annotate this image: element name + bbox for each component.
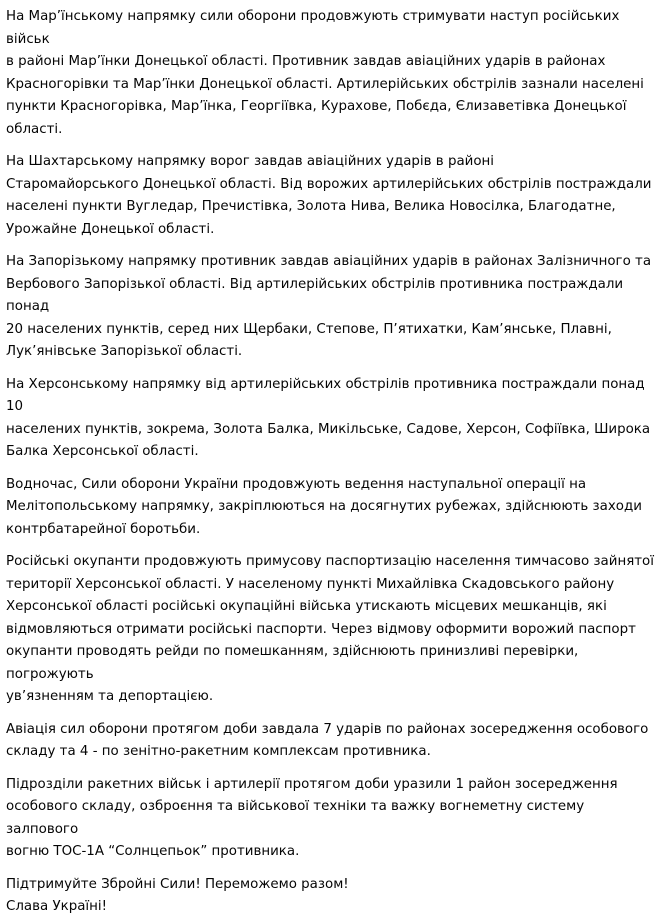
paragraph-melitopol-offensive: Водночас, Сили оборони України продовжують ведення наступальної операції на Мелітопольському напрямку, закріплюються на досягнутих рубежах, здійснюють заходи контрбатарейної боротьби.: [6, 476, 642, 537]
paragraph-artillery-strikes: Підрозділи ракетних військ і артилерії протягом доби уразили 1 район зосередження особового складу, озброєння та військової техніки та важку вогнеметну систему залпового вогню ТОС-1А “Солнцепьок” противника.: [6, 776, 618, 859]
paragraph-kherson-direction: На Херсонському напрямку від артилерійських обстрілів противника постраждали понад 10 населених пунктів, зокрема, Золота Балка, Микільське, Садове, Херсон, Софіївка, Широка Балка Херсонської області.: [6, 376, 651, 459]
paragraph-closing-slogan: Підтримуйте Збройні Сили! Переможемо разом! Слава Україні!: [6, 876, 349, 914]
paragraph-marinka-direction: На Мар’їнському напрямку сили оборони продовжують стримувати наступ російських військ в районі Мар’їнки Донецької області. Противник завдав авіаційних ударів в районах Красногорівки та Мар’їнки Донецької області. Артилерійських обстрілів зазнали населені пункти Красногорівка, Мар’їнка, Георгіївка, Курахове, Побєда, Єлизаветівка Донецької області.: [6, 9, 644, 137]
paragraph-aviation-strikes: Авіація сил оборони протягом доби завдала 7 ударів по районах зосередження особового складу та 4 - по зенітно-ракетним комплексам противника.: [6, 721, 649, 759]
paragraph-passportization: Російські окупанти продовжують примусову паспортизацію населення тимчасово зайнятої території Херсонської області. У населеному пункті Михайлівка Скадовського району Херсонської області російські окупаційні війська утискають місцевих мешканців, які відмовляються отримати російські паспорти. Через відмову оформити ворожий паспорт окупанти проводять рейди по помешканням, здійснюють принизливі перевірки, погрожують ув’язненням та депортацією.: [6, 554, 654, 704]
paragraph-zaporizhzhia-direction: На Запорізькому напрямку противник завдав авіаційних ударів в районах Залізничного та Вербового Запорізької області. Від артилерійських обстрілів противника постраждали понад 20 населених пунктів, серед них Щербаки, Степове, П’ятихатки, Кам’янське, Плавні, Лук’янівське Запорізької області.: [6, 254, 652, 359]
paragraph-shakhtarsk-direction: На Шахтарському напрямку ворог завдав авіаційних ударів в районі Старомайорського Донецької області. Від ворожих артилерійських обстрілів постраждали населені пункти Вугледар, Пречистівка, Золота Нива, Велика Новосілка, Благодатне, Урожайне Донецької області.: [6, 154, 652, 237]
